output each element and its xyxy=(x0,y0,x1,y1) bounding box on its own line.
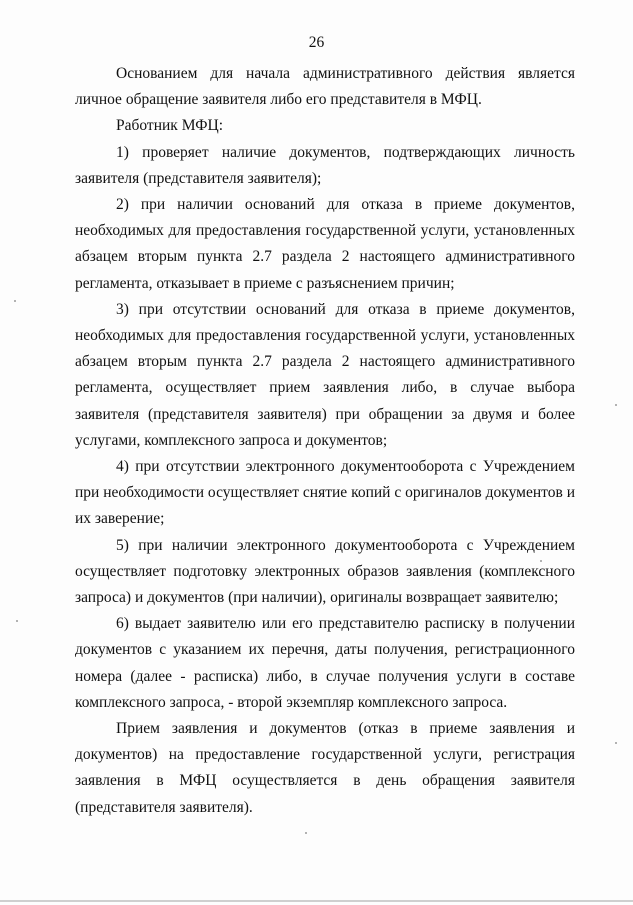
document-body xyxy=(75,61,575,821)
list-item-1: 1) проверяет наличие документов, подтверждающих личность заявителя (представителя заявителя); xyxy=(75,143,575,187)
scan-speck xyxy=(14,300,16,302)
scan-speck xyxy=(615,742,617,744)
list-item-3: 3) при отсутствии оснований для отказа в приеме документов, необходимых для предоставления государственной услуги, установленных абзацем вторым пункта 2.7 раздела 2 настоящего административного регламента, осуществляет прием заявления либо, в случае выбора заявителя (представителя заявителя) при обращении за двумя и более услугами, комплексного запроса и документов; xyxy=(75,300,575,449)
scan-speck xyxy=(540,560,542,562)
paragraph-basis: Основанием для начала административного действия является личное обращение заявителя либо его представителя в МФЦ. xyxy=(75,65,575,109)
paragraph-registration: Прием заявления и документов (отказ в приеме заявления и документов) на предоставление государственной услуги, регистрация заявления в МФЦ осуществляется в день обращения заявителя (представителя заявителя). xyxy=(75,720,575,816)
scan-speck xyxy=(305,832,307,834)
page-number: 26 xyxy=(308,34,325,51)
list-item-2: 2) при наличии оснований для отказа в приеме документов, необходимых для предоставления государственной услуги, установленных абзацем вторым пункта 2.7 раздела 2 настоящего административного регламента, отказывает в приеме с разъяснением причин; xyxy=(75,196,575,292)
scan-edge-line xyxy=(0,900,633,902)
scan-speck xyxy=(615,404,617,406)
scan-speck xyxy=(16,620,18,622)
list-item-5: 5) при наличии электронного документооборота с Учреждением осуществляет подготовку электронных образов заявления (комплексного запроса) и документов (при наличии), оригиналы возвращает заявителю; xyxy=(75,536,575,607)
list-item-6: 6) выдает заявителю или его представителю расписку в получении документов с указанием их перечня, даты получения, регистрационного номера (далее - расписка) либо, в случае получения услуги в составе комплексного запроса, - второй экземпляр комплексного запроса. xyxy=(75,615,575,711)
list-item-4: 4) при отсутствии электронного документооборота с Учреждением при необходимости осуществляет снятие копий с оригиналов документов и их заверение; xyxy=(75,458,575,528)
paragraph-mfc-worker-heading: Работник МФЦ: xyxy=(116,117,224,135)
